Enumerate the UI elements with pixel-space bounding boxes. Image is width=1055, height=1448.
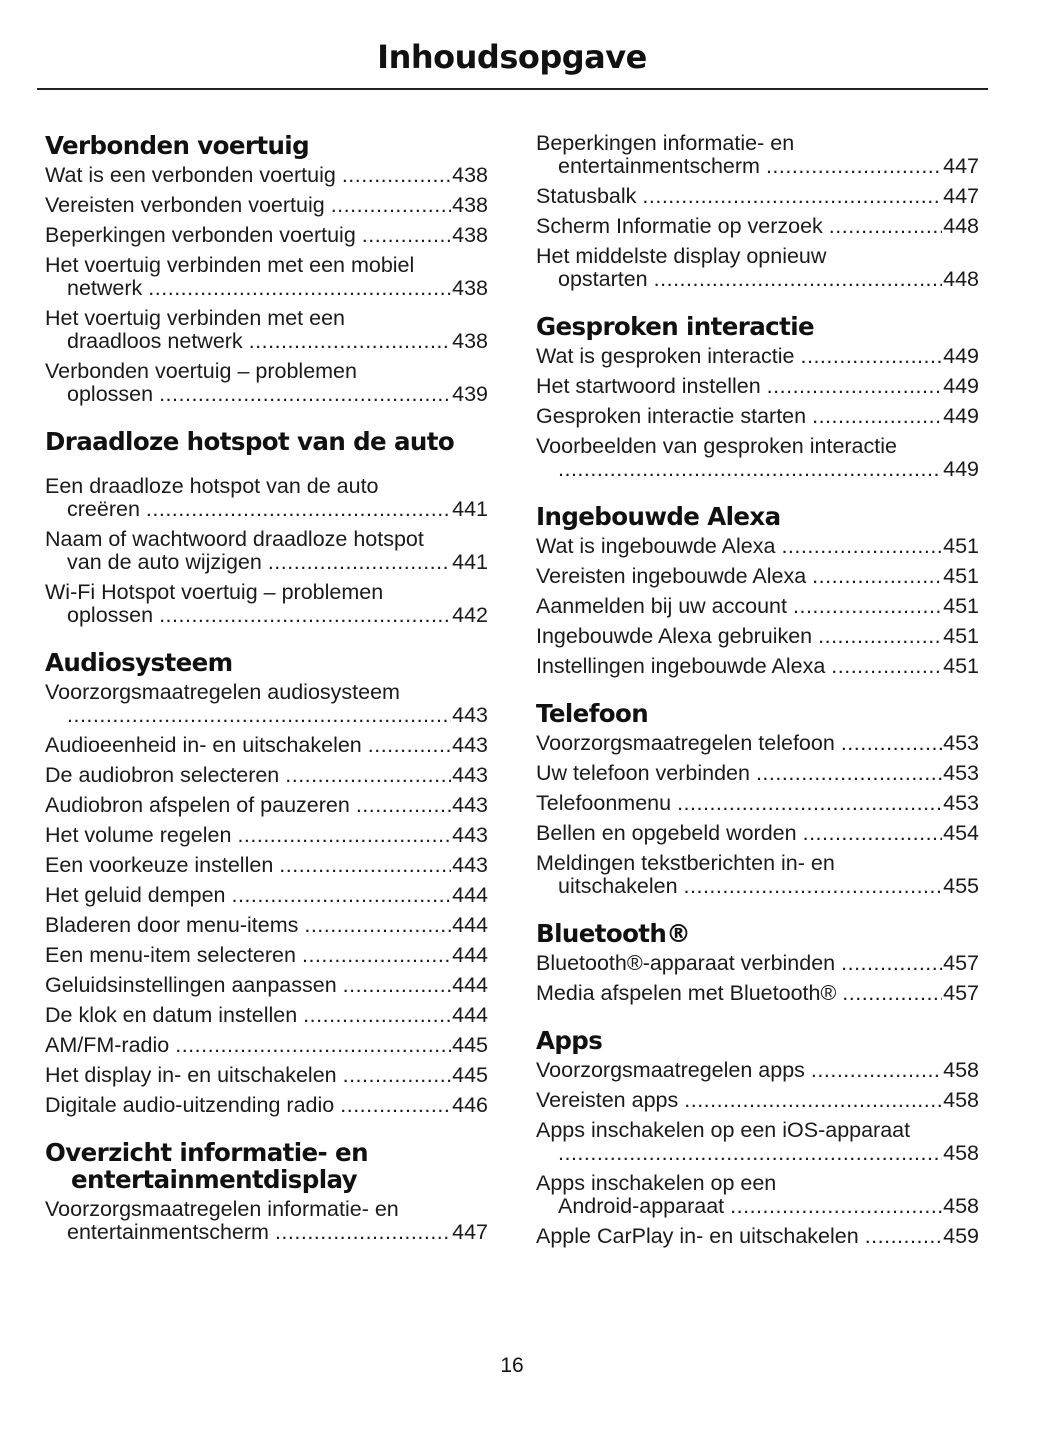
entry-page-number: 453 [943, 731, 979, 755]
toc-section-verbonden-voertuig [45, 132, 488, 406]
toc-entry[interactable] [536, 1059, 979, 1082]
toc-entry[interactable] [536, 345, 979, 368]
entry-label-line2-row [45, 1221, 488, 1244]
entry-label: Audiobron afspelen of pauzeren [45, 793, 350, 817]
entry-page-number: 451 [943, 624, 979, 648]
toc-entry[interactable] [45, 734, 488, 757]
dot-leader [841, 732, 942, 755]
entry-label-line2-row [45, 551, 488, 574]
toc-entry[interactable] [536, 732, 979, 755]
toc-section-apps [536, 1027, 979, 1248]
toc-entry[interactable] [536, 952, 979, 975]
entry-label: AM/FM-radio [45, 1033, 170, 1057]
toc-section-telefoon [536, 700, 979, 898]
entry-page-number: 438 [452, 193, 488, 217]
section-heading: Overzicht informatie- en entertainmentdisplay [45, 1138, 368, 1194]
dot-leader [829, 215, 942, 238]
toc-entry[interactable] [45, 1064, 488, 1087]
entry-page-number: 447 [943, 184, 979, 208]
section-heading: Bluetooth® [536, 919, 691, 948]
entry-label: Gesproken interactie starten [536, 404, 807, 428]
dot-leader [811, 1059, 942, 1082]
entry-label-line2-row [45, 498, 488, 521]
dot-leader [249, 330, 451, 353]
toc-entry[interactable] [536, 625, 979, 648]
toc-section-audiosysteem [45, 649, 488, 1117]
dot-leader [268, 551, 451, 574]
toc-entry[interactable] [45, 1034, 488, 1057]
entry-label-line2-row [536, 268, 979, 291]
toc-entry[interactable] [536, 215, 979, 238]
dot-leader [558, 1142, 942, 1165]
entry-label-line2-row [45, 330, 488, 353]
dot-leader [231, 884, 451, 907]
entry-label-line2: oplossen [67, 382, 154, 406]
toc-entry[interactable] [45, 1198, 488, 1244]
entry-label-line2-row [536, 155, 979, 178]
entry-label-line1: Meldingen tekstberichten in- en [536, 851, 835, 875]
dot-leader [730, 1195, 942, 1218]
toc-entry[interactable] [45, 307, 488, 353]
entry-label-line2-row [536, 458, 979, 481]
entry-page-number: 458 [943, 1088, 979, 1112]
dot-leader [812, 565, 942, 588]
entry-label: Vereisten verbonden voertuig [45, 193, 325, 217]
dot-leader [803, 822, 943, 845]
entry-page-number: 443 [452, 733, 488, 757]
entry-label: Het volume regelen [45, 823, 232, 847]
dot-leader [812, 405, 942, 428]
entry-page-number: 441 [452, 497, 488, 521]
entry-label-line2: van de auto wijzigen [67, 550, 262, 574]
page-number: 16 [500, 1354, 524, 1377]
toc-entry[interactable] [45, 1094, 488, 1117]
entry-page-number: 441 [452, 550, 488, 574]
section-heading: Audiosysteem [45, 648, 233, 677]
dot-leader [818, 625, 942, 648]
toc-entry[interactable] [536, 982, 979, 1005]
entry-page-number: 449 [943, 457, 979, 481]
entry-page-number: 444 [452, 973, 488, 997]
toc-section-ingebouwde-alexa [536, 503, 979, 678]
entry-page-number: 438 [452, 223, 488, 247]
entry-label: Het startwoord instellen [536, 374, 761, 398]
entry-label: Aanmelden bij uw account [536, 594, 787, 618]
entry-page-number: 454 [943, 821, 979, 845]
entry-label-line2-row [45, 383, 488, 406]
entry-page-number: 438 [452, 329, 488, 353]
entry-page-number: 443 [452, 793, 488, 817]
entry-label: Statusbalk [536, 184, 637, 208]
toc-entry[interactable] [45, 254, 488, 300]
entry-page-number: 443 [452, 823, 488, 847]
toc-section-overzicht-informatie-en-entertainmentdisplay [45, 1139, 488, 1244]
entry-label: Ingebouwde Alexa gebruiken [536, 624, 813, 648]
dot-leader [558, 458, 942, 481]
entry-label: Het display in- en uitschakelen [45, 1063, 337, 1087]
entry-label-line2: draadloos netwerk [67, 329, 243, 353]
entry-label-line1: Apps inschakelen op een iOS-apparaat [536, 1118, 911, 1142]
entry-label: Audioeenheid in- en uitschakelen [45, 733, 362, 757]
toc-entry[interactable] [536, 245, 979, 291]
dot-leader [342, 164, 451, 187]
toc-entry[interactable] [45, 944, 488, 967]
toc-entry[interactable] [45, 1004, 488, 1027]
toc-section-bluetooth [536, 920, 979, 1005]
section-heading: Apps [536, 1026, 603, 1055]
entry-label-line2-row [45, 704, 488, 727]
entry-label-line1: Beperkingen informatie- en [536, 131, 795, 155]
dot-leader [148, 277, 451, 300]
toc-entry[interactable] [45, 884, 488, 907]
dot-leader [831, 655, 942, 678]
dot-leader [343, 974, 451, 997]
dot-leader [756, 762, 942, 785]
toc-entry[interactable] [45, 475, 488, 521]
entry-label-line2: entertainmentscherm [67, 1220, 269, 1244]
entry-label-line1: Naam of wachtwoord draadloze hotspot [45, 527, 424, 551]
entry-page-number: 448 [943, 267, 979, 291]
toc-entry[interactable] [536, 792, 979, 815]
entry-label-line2-row [536, 875, 979, 898]
dot-leader [801, 345, 943, 368]
dot-leader [642, 185, 942, 208]
dot-leader [331, 194, 451, 217]
entry-page-number: 443 [452, 763, 488, 787]
toc-entry[interactable] [45, 224, 488, 247]
dot-leader [340, 1094, 451, 1117]
entry-label-line1: Voorbeelden van gesproken interactie [536, 434, 897, 458]
entry-label: Geluidsinstellingen aanpassen [45, 973, 337, 997]
section-heading: Gesproken interactie [536, 312, 815, 341]
toc-entry[interactable] [536, 1119, 979, 1165]
toc-entry[interactable] [536, 1172, 979, 1218]
toc-entry[interactable] [45, 194, 488, 217]
toc-entry[interactable] [45, 681, 488, 727]
entry-page-number: 448 [943, 214, 979, 238]
entry-label: Voorzorgsmaatregelen telefoon [536, 731, 835, 755]
toc-entry[interactable] [536, 852, 979, 898]
entry-label: Digitale audio-uitzending radio [45, 1093, 335, 1117]
section-heading: Verbonden voertuig [45, 131, 310, 160]
entry-page-number: 445 [452, 1033, 488, 1057]
toc-entry[interactable] [536, 435, 979, 481]
entry-page-number: 451 [943, 564, 979, 588]
toc-entry[interactable] [536, 1225, 979, 1248]
entry-label-line2: opstarten [558, 267, 648, 291]
entry-page-number: 446 [452, 1093, 488, 1117]
entry-page-number: 453 [943, 791, 979, 815]
entry-page-number: 451 [943, 534, 979, 558]
toc-entry[interactable] [536, 565, 979, 588]
toc-entry[interactable] [45, 764, 488, 787]
entry-label: Instellingen ingebouwde Alexa [536, 654, 826, 678]
entry-page-number: 459 [943, 1224, 979, 1248]
entry-label: Een menu-item selecteren [45, 943, 296, 967]
entry-page-number: 451 [943, 594, 979, 618]
toc-entry[interactable] [45, 581, 488, 627]
entry-page-number: 458 [943, 1141, 979, 1165]
entry-page-number: 443 [452, 703, 488, 727]
toc-entry[interactable] [536, 595, 979, 618]
dot-leader [766, 155, 942, 178]
toc-entry[interactable] [45, 974, 488, 997]
toc-entry[interactable] [536, 535, 979, 558]
entry-label: Wat is een verbonden voertuig [45, 163, 336, 187]
toc-entry[interactable] [45, 854, 488, 877]
entry-label: De audiobron selecteren [45, 763, 280, 787]
entry-page-number: 449 [943, 344, 979, 368]
dot-leader [362, 224, 451, 247]
toc-entry[interactable] [536, 762, 979, 785]
dot-leader [67, 704, 451, 727]
dot-leader [781, 535, 942, 558]
right-column [536, 132, 979, 1270]
dot-leader [356, 794, 451, 817]
dot-leader [767, 375, 942, 398]
entry-label-line2: oplossen [67, 603, 154, 627]
entry-label: Media afspelen met Bluetooth® [536, 981, 837, 1005]
entry-label-line1: Voorzorgsmaatregelen informatie- en [45, 1197, 399, 1221]
entry-page-number: 447 [943, 154, 979, 178]
toc-section-draadloze-hotspot-van-de-auto [45, 428, 488, 627]
dot-leader [841, 952, 942, 975]
toc-section-gesproken-interactie [536, 313, 979, 481]
toc-entry[interactable] [45, 824, 488, 847]
toc-entry[interactable] [536, 822, 979, 845]
entry-label-line2: netwerk [67, 276, 143, 300]
dot-leader [285, 764, 451, 787]
entry-label-line2: uitschakelen [558, 874, 678, 898]
entry-page-number: 438 [452, 163, 488, 187]
dot-leader [793, 595, 942, 618]
entry-label: Bladeren door menu-items [45, 913, 299, 937]
toc-entry[interactable] [536, 655, 979, 678]
entry-page-number: 457 [943, 981, 979, 1005]
entry-label: Het geluid dempen [45, 883, 226, 907]
toc-entry[interactable] [45, 794, 488, 817]
entry-label-line1: Een draadloze hotspot van de auto [45, 474, 379, 498]
entry-label: Vereisten ingebouwde Alexa [536, 564, 807, 588]
entry-page-number: 451 [943, 654, 979, 678]
toc-entry[interactable] [536, 1089, 979, 1112]
entry-page-number: 443 [452, 853, 488, 877]
dot-leader [865, 1225, 942, 1248]
entry-label: Apple CarPlay in- en uitschakelen [536, 1224, 859, 1248]
entry-label: Wat is ingebouwde Alexa [536, 534, 776, 558]
section-heading: Telefoon [536, 699, 649, 728]
entry-label-line1: Voorzorgsmaatregelen audiosysteem [45, 680, 400, 704]
toc-entry[interactable] [536, 405, 979, 428]
toc-entry[interactable] [536, 375, 979, 398]
entry-label-line1: Het voertuig verbinden met een [45, 306, 345, 330]
entry-label-line1: Verbonden voertuig – problemen [45, 359, 357, 383]
entry-label: Wat is gesproken interactie [536, 344, 795, 368]
entry-label: Beperkingen verbonden voertuig [45, 223, 356, 247]
entry-page-number: 458 [943, 1194, 979, 1218]
toc-entry[interactable] [536, 185, 979, 208]
title-divider [37, 88, 988, 90]
entry-label-line2-row [45, 604, 488, 627]
entry-label-line2: creëren [67, 497, 140, 521]
toc-entry[interactable] [45, 164, 488, 187]
entry-label: Vereisten apps [536, 1088, 679, 1112]
entry-page-number: 449 [943, 404, 979, 428]
entry-label: Bluetooth®-apparaat verbinden [536, 951, 836, 975]
dot-leader [343, 1064, 452, 1087]
dot-leader [275, 1221, 451, 1244]
entry-page-number: 445 [452, 1063, 488, 1087]
dot-leader [842, 982, 942, 1005]
dot-leader [237, 824, 451, 847]
dot-leader [303, 1004, 451, 1027]
dot-leader [684, 875, 943, 898]
dot-leader [159, 604, 451, 627]
entry-page-number: 444 [452, 883, 488, 907]
entry-page-number: 453 [943, 761, 979, 785]
entry-page-number: 449 [943, 374, 979, 398]
toc-entry[interactable] [45, 914, 488, 937]
left-column [45, 132, 488, 1266]
entry-label-line2: Android-apparaat [558, 1194, 725, 1218]
entry-label: Scherm Informatie op verzoek [536, 214, 823, 238]
entry-label-line1: Wi-Fi Hotspot voertuig – problemen [45, 580, 384, 604]
entry-label-line2: entertainmentscherm [558, 154, 760, 178]
toc-entry[interactable] [45, 360, 488, 406]
dot-leader [684, 1089, 942, 1112]
section-heading: Ingebouwde Alexa [536, 502, 781, 531]
dot-leader [304, 914, 451, 937]
section-heading: Draadloze hotspot van de auto [45, 427, 455, 456]
dot-leader [146, 498, 451, 521]
toc-entry[interactable] [45, 528, 488, 574]
entry-page-number: 457 [943, 951, 979, 975]
dot-leader [677, 792, 942, 815]
toc-section-continued [536, 132, 979, 291]
entry-page-number: 455 [943, 874, 979, 898]
entry-label-line1: Het voertuig verbinden met een mobiel [45, 253, 415, 277]
dot-leader [159, 383, 451, 406]
entry-label: Voorzorgsmaatregelen apps [536, 1058, 805, 1082]
entry-label: Een voorkeuze instellen [45, 853, 274, 877]
dot-leader [368, 734, 451, 757]
entry-label-line2-row [45, 277, 488, 300]
entry-label: Telefoonmenu [536, 791, 672, 815]
dot-leader [175, 1034, 451, 1057]
page-title: Inhoudsopgave [377, 38, 647, 76]
entry-label: Uw telefoon verbinden [536, 761, 750, 785]
entry-page-number: 438 [452, 276, 488, 300]
dot-leader [302, 944, 451, 967]
entry-page-number: 439 [452, 382, 488, 406]
entry-page-number: 458 [943, 1058, 979, 1082]
entry-label-line1: Het middelste display opnieuw [536, 244, 827, 268]
entry-page-number: 447 [452, 1220, 488, 1244]
entry-page-number: 444 [452, 1003, 488, 1027]
entry-label: De klok en datum instellen [45, 1003, 298, 1027]
dot-leader [654, 268, 942, 291]
entry-label-line1: Apps inschakelen op een [536, 1171, 777, 1195]
entry-page-number: 444 [452, 913, 488, 937]
dot-leader [279, 854, 451, 877]
entry-label-line2-row [536, 1142, 979, 1165]
entry-page-number: 442 [452, 603, 488, 627]
entry-page-number: 444 [452, 943, 488, 967]
toc-entry[interactable] [536, 132, 979, 178]
entry-label-line2-row [536, 1195, 979, 1218]
entry-label: Bellen en opgebeld worden [536, 821, 797, 845]
